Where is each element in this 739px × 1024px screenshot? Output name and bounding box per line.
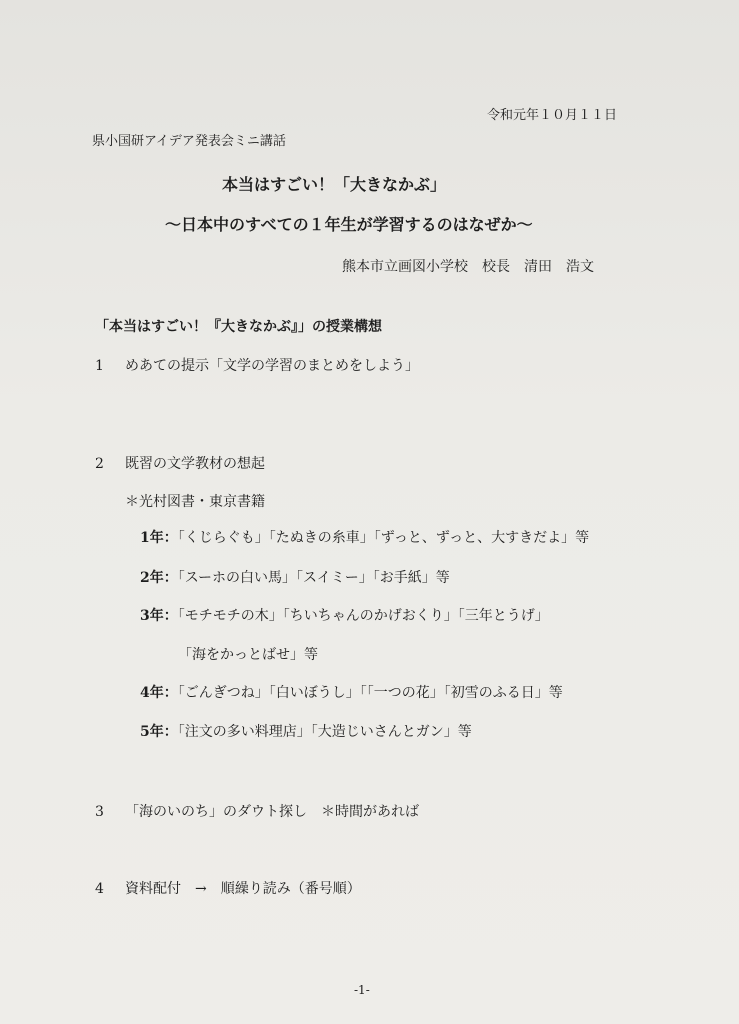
step-text: 資料配付 → 順繰り読み（番号順） bbox=[125, 881, 361, 897]
step-number: 4 bbox=[95, 881, 104, 897]
step-number: 3 bbox=[95, 804, 104, 820]
grade-works: 「ごんぎつね」「白いぼうし」「「一つの花」「初雪のふる日」等 bbox=[177, 685, 563, 701]
step-3 bbox=[95, 803, 419, 821]
grade-line-3-continued bbox=[178, 646, 318, 664]
grade-line-4 bbox=[140, 684, 563, 702]
step-text: 既習の文学教材の想起 bbox=[125, 456, 265, 472]
grade-works: 「スーホの白い馬」「スイミー」「お手紙」等 bbox=[177, 570, 450, 586]
grade-works: 「海をかっとばせ」等 bbox=[178, 647, 318, 663]
publisher-note: ＊光村図書・東京書籍 bbox=[125, 494, 265, 510]
event-name: 県小国研アイデア発表会ミニ講話 bbox=[92, 134, 286, 149]
grade-label: 3年： bbox=[140, 608, 178, 624]
grade-line-5 bbox=[140, 723, 472, 741]
grade-label: 5年： bbox=[140, 724, 178, 740]
document-date: 令和元年１０月１１日 bbox=[487, 108, 618, 123]
step-2 bbox=[95, 455, 265, 473]
grade-line-2 bbox=[140, 569, 450, 587]
step-1 bbox=[95, 357, 419, 375]
step-text: めあての提示「文学の学習のまとめをしよう」 bbox=[125, 358, 419, 374]
step-number: 1 bbox=[95, 358, 104, 374]
page-number: -1- bbox=[354, 983, 370, 997]
grade-line-3 bbox=[140, 607, 549, 625]
grade-label: 1年： bbox=[140, 530, 178, 546]
grade-label: 4年： bbox=[140, 685, 178, 701]
step-text: 「海のいのち」のダウト探し ＊時間があれば bbox=[125, 804, 419, 820]
document-title: 本当はすごい！「大きなかぶ」 bbox=[222, 175, 447, 194]
grade-label: 2年： bbox=[140, 570, 178, 586]
author-line: 熊本市立画図小学校 校長 清田 浩文 bbox=[342, 259, 594, 275]
grade-works: 「注文の多い料理店」「大造じいさんとガン」等 bbox=[177, 724, 472, 740]
grade-line-1 bbox=[140, 529, 589, 547]
step-4 bbox=[95, 880, 361, 898]
step-number: 2 bbox=[95, 456, 104, 472]
document-subtitle: 〜日本中のすべての１年生が学習するのはなぜか〜 bbox=[165, 215, 533, 234]
section-heading: 「本当はすごい！『大きなかぶ』」の授業構想 bbox=[95, 319, 382, 335]
grade-works: 「くじらぐも」「たぬきの糸車」「ずっと、ずっと、大すきだよ」等 bbox=[177, 530, 590, 546]
grade-works: 「モチモチの木」「ちいちゃんのかげおくり」「三年とうげ」 bbox=[177, 608, 549, 624]
